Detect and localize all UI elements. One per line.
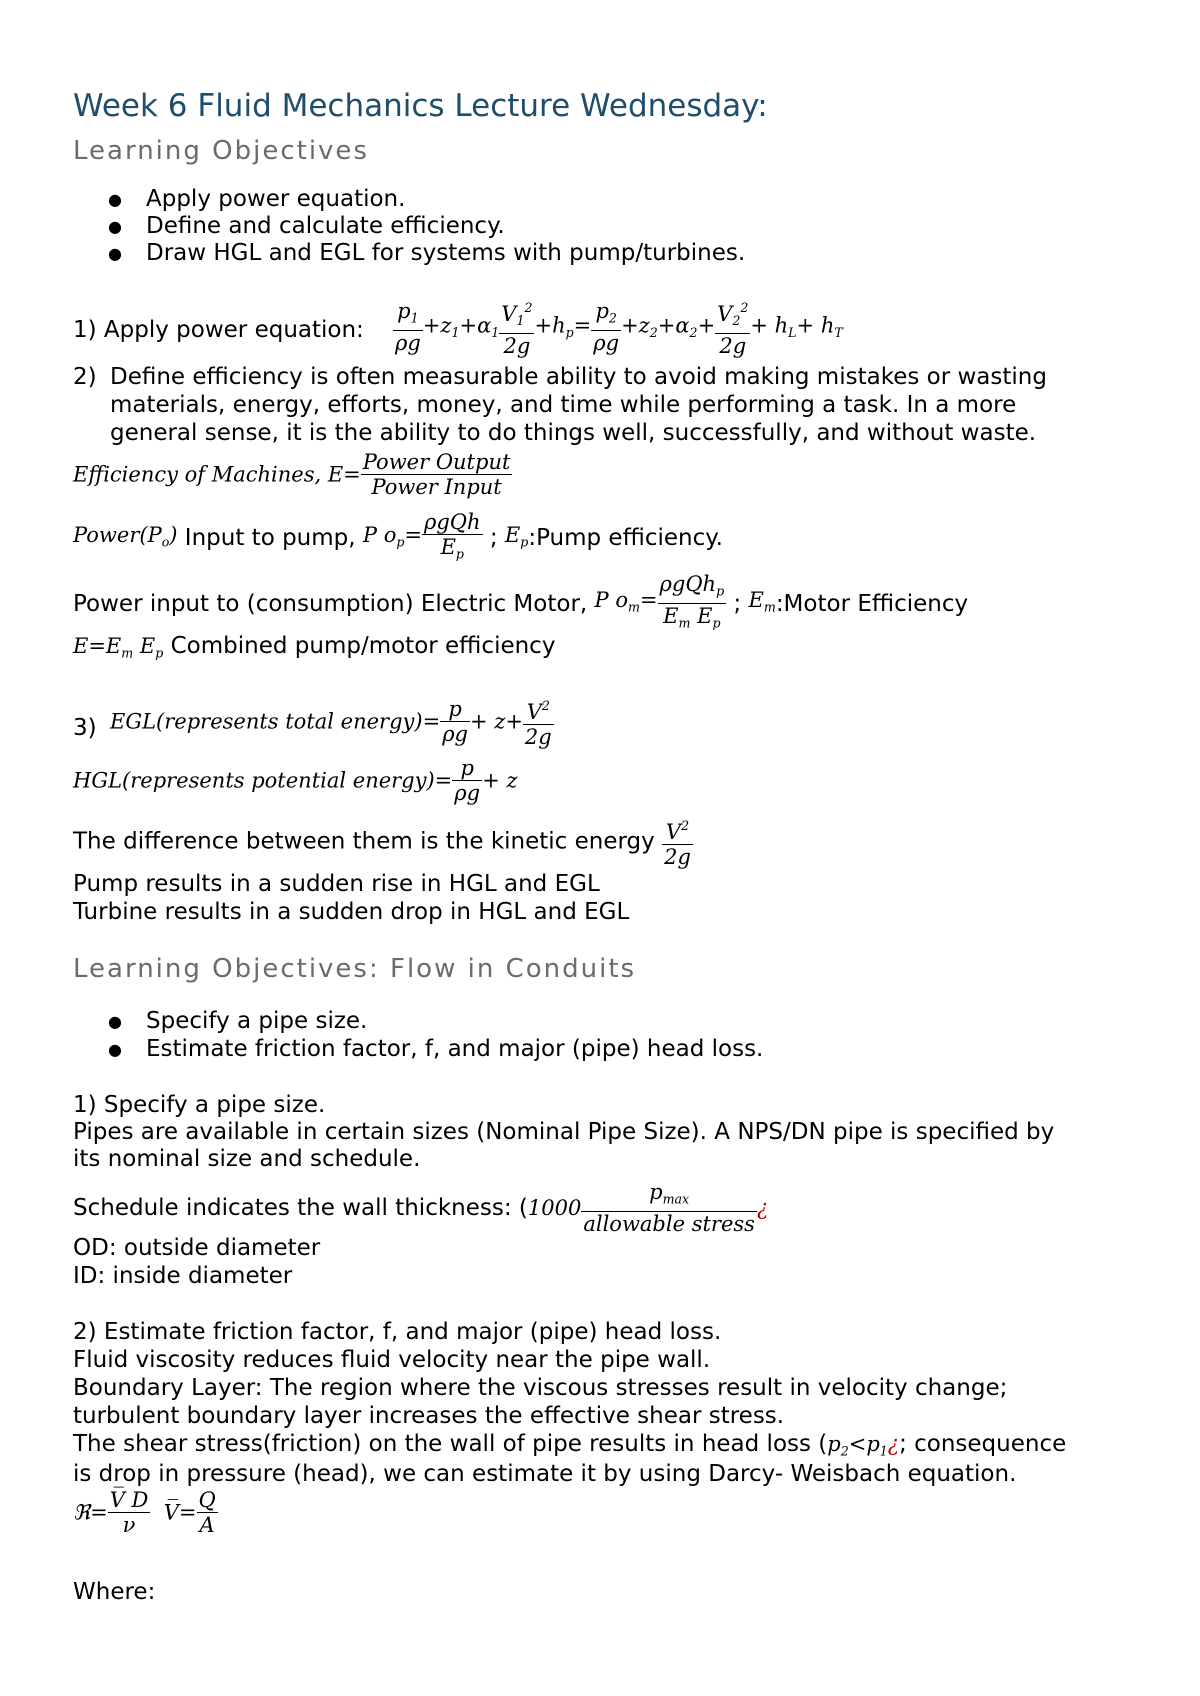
list-item: Estimate friction factor, f, and major (pipe) head loss. [146,1036,764,1062]
list-item: Apply power equation. [146,186,406,212]
bullet-icon: ● [108,244,122,263]
list-item: Define and calculate efficiency. [146,213,505,239]
motor-power-line: Power input to (consumption) Electric Motor, P $o_m=$ $\frac{\rho gQh_p}{E_m E_p}$ ; $E_m:Motor$ Efficiency [73,572,969,631]
hgl-equation: HGL(represents potential energy)= $\frac{p}{\rho g}$ + z [73,756,518,805]
section-heading-conduits: Learning Objectives: Flow in Conduits [73,954,637,984]
list-item: Specify a pipe size. [146,1008,368,1034]
bullet-icon: ● [108,1012,122,1031]
id-line: ID: inside diameter [73,1263,293,1289]
od-line: OD: outside diameter [73,1235,321,1261]
turbine-line: Turbine results in a sudden drop in HGL and EGL [73,899,630,925]
friction-line: The shear stress(friction) on the wall of pipe results in head loss ($p_2<p_1¿$; consequence [73,1431,1067,1459]
friction-heading: 2) Estimate friction factor, f, and major (pipe) head loss. [73,1319,722,1345]
where-label: Where: [73,1579,156,1605]
efficiency-line: materials, energy, efforts, money, and time while performing a task. In a more [110,392,1017,418]
combined-efficiency: $E=E_m$ $E_p$ Combined pump/motor efficiency [73,633,556,661]
efficiency-number: 2) [73,364,97,390]
section-heading-objectives: Learning Objectives [73,136,369,166]
bullet-icon: ● [108,217,122,236]
friction-line: Boundary Layer: The region where the viscous stresses result in velocity change; [73,1375,1008,1401]
power-equation-label: 1) Apply power equation: [73,317,364,343]
efficiency-line: Define efficiency is often measurable ability to avoid making mistakes or wasting [110,364,1047,390]
friction-line: is drop in pressure (head), we can estimate it by using Darcy- Weisbach equation. [73,1461,1017,1487]
schedule-line: Schedule indicates the wall thickness: (1000 $\frac{p_{max}}{\text{allowable stress}}$ ¿ [73,1180,769,1237]
pump-line: Pump results in a sudden rise in HGL and EGL [73,871,600,897]
pipe-size-heading: 1) Specify a pipe size. [73,1092,326,1118]
friction-line: turbulent boundary layer increases the effective shear stress. [73,1403,785,1429]
bullet-icon: ● [108,1040,122,1059]
pipe-line: its nominal size and schedule. [73,1146,421,1172]
reynolds-equation: ℜ= $\frac{V̅ D}{\nu}$ V̅= $\frac{Q}{A}$ [73,1488,216,1537]
power-equation: $\frac{p_1}{\rho g}$ $+z_1+\alpha_1$ $\frac{V_1^2}{2g}$ $+h_p=$ $\frac{p_2}{\rho g}$ $+z_2+\alpha_2+$ $\frac{V_2^2}{2g}$ + $h_L+ h_T$ [393,296,843,366]
pump-power-line: $Power(P_o)$ Input to pump, P $o_p=$ $\frac{\text{ρgQh}}{E_p}$ ; $E_p:Pump$ efficiency. [73,510,723,562]
efficiency-line: general sense, it is the ability to do things well, successfully, and without waste. [110,420,1037,446]
friction-line: Fluid viscosity reduces fluid velocity near the pipe wall. [73,1347,711,1373]
bullet-icon: ● [108,190,122,209]
egl-equation: EGL(represents total energy)= $\frac{p}{\rho g}$ + z+ $\frac{V^2}{2g}$ [110,694,554,749]
efficiency-of-machines: Efficiency of Machines, E= $\frac{\text{Power Output}}{\text{Power Input}}$ [73,450,511,499]
egl-number: 3) [73,715,97,741]
kinetic-energy-line: The difference between them is the kinetic energy $\frac{V^2}{2g}$ [73,814,693,869]
page-title: Week 6 Fluid Mechanics Lecture Wednesday: [73,88,768,124]
list-item: Draw HGL and EGL for systems with pump/turbines. [146,240,746,266]
pipe-line: Pipes are available in certain sizes (Nominal Pipe Size). A NPS/DN pipe is specified by [73,1119,1055,1145]
